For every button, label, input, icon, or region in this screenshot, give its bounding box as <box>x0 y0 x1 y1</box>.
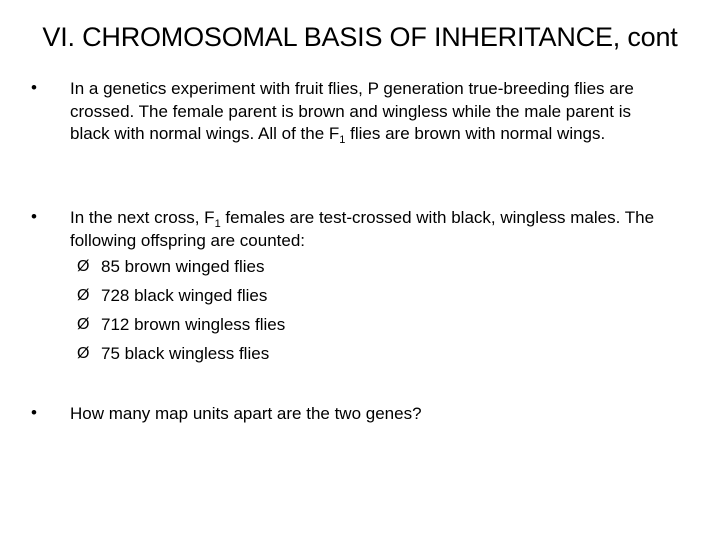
bullet-dot-icon: • <box>31 207 37 226</box>
bullet-item-p-generation <box>31 78 671 146</box>
subscript: 1 <box>339 134 346 146</box>
arrow-bullet-icon: Ø <box>77 316 90 333</box>
offspring-label: 85 brown winged flies <box>101 257 265 276</box>
subscript: 1 <box>214 218 221 230</box>
bullet-dot-icon: • <box>31 403 37 422</box>
offspring-list <box>70 252 671 368</box>
arrow-bullet-icon: Ø <box>77 258 90 275</box>
bullet-item-question <box>31 403 671 426</box>
offspring-label: 728 black winged flies <box>101 286 268 305</box>
offspring-item <box>70 281 671 310</box>
bullet-text <box>70 207 671 368</box>
slide-title: VI. CHROMOSOMAL BASIS OF INHERITANCE, cont <box>42 22 678 52</box>
bullet-intro <box>70 207 671 252</box>
bullet-text-part: In a genetics experiment with fruit flies, P generation true-breeding flies are crossed. The female parent is brown and wingless while the male parent is black with normal wings. All of the F <box>70 79 634 143</box>
offspring-item <box>70 339 671 368</box>
bullet-dot-icon: • <box>31 78 37 97</box>
bullet-item-test-cross <box>31 207 671 368</box>
bullet-text-part: females are test-crossed with black, wingless males. The following offspring are counted: <box>70 208 655 250</box>
arrow-bullet-icon: Ø <box>77 345 90 362</box>
arrow-bullet-icon: Ø <box>77 287 90 304</box>
offspring-label: 75 black wingless flies <box>101 344 270 363</box>
bullet-text-part: flies are brown with normal wings. <box>345 124 606 143</box>
offspring-item <box>70 310 671 339</box>
bullet-text <box>70 78 671 146</box>
offspring-label: 712 brown wingless flies <box>101 315 286 334</box>
bullet-text-part: In the next cross, F <box>70 208 215 227</box>
offspring-item <box>70 252 671 281</box>
bullet-text: How many map units apart are the two genes? <box>70 404 422 423</box>
